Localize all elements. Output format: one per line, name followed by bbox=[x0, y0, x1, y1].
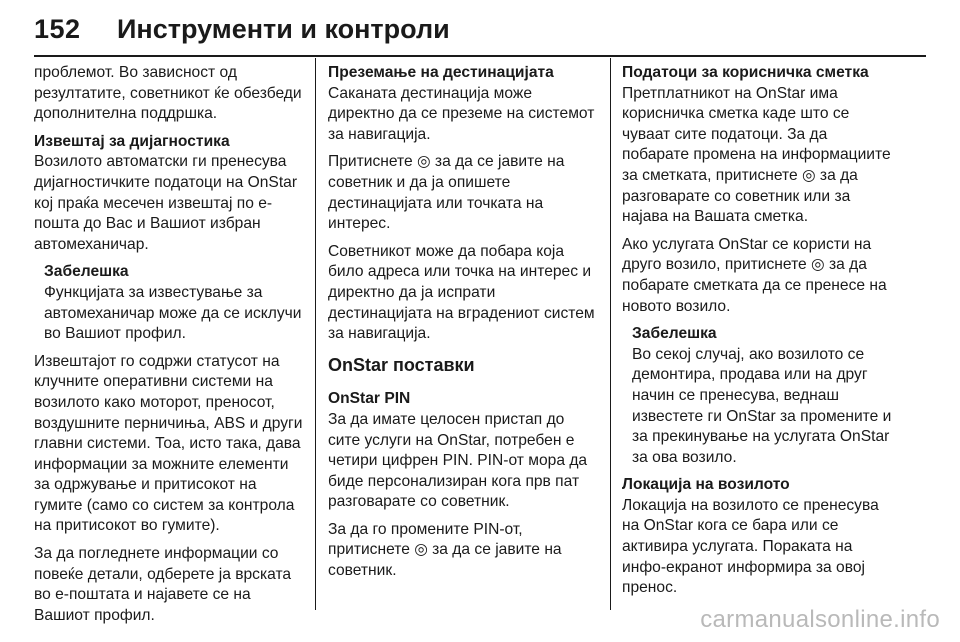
column-middle bbox=[328, 63, 598, 589]
heading-vehicle-location: Локација на возилото bbox=[622, 476, 790, 494]
paragraph-advisor: Советникот може да побара која било адреса или точка на интерес и директно да ја испрати дестинацијата на вградениот систем за навигација. bbox=[328, 242, 595, 343]
note-text: Во секој случај, ако возилото се демонтира, продава или на друг начин се пренесува, веднаш известете ги OnStar за промените и за прекинување на услугата OnStar за ова возило. bbox=[632, 345, 892, 466]
section-title-onstar-settings: OnStar поставки bbox=[328, 354, 475, 375]
paragraph-other-vehicle: Ако услугата OnStar се користи на друго возило, притиснете ◎ за да побарате сметката да се пренесе на новото возило. bbox=[622, 235, 887, 315]
column-divider-right bbox=[610, 58, 611, 610]
paragraph-location: Локација на возилото се пренесува на OnStar кога се бара или се активира услугата. Пораката на инфо-екранот информира за овој пренос. bbox=[622, 496, 879, 597]
paragraph-diagnostics: Возилото автоматски ги пренесува дијагностичките податоци на OnStar кој праќа месечен извештај по е-пошта до Вас и Вашиот избран автомеханичар. bbox=[34, 153, 298, 253]
heading-diagnostics-report: Извештај за дијагностика bbox=[34, 132, 230, 150]
heading-onstar-pin: OnStar PIN bbox=[328, 390, 411, 408]
heading-account-data: Податоци за корисничка сметка bbox=[622, 64, 869, 81]
heading-destination-download: Преземање на дестинацијата bbox=[328, 64, 554, 81]
page-number: 152 bbox=[34, 14, 81, 44]
paragraph-report-contents: Извештајот го содржи статусот на клучните оперативни системи на возилото како моторот, преносот, воздушните перничиња, ABS и други главни системи. Тоа, исто така, дава информации за можните елементи за одржување и притисокот на гумите (само со систем за контрола на притисокот во гумите). bbox=[34, 352, 303, 535]
paragraph-continuation: проблемот. Во зависност од резултатите, советникот ќе обезбеди дополнителна поддршка. bbox=[34, 64, 302, 123]
note-text: Функцијата за известување за автомеханичар може да се исклучи во Вашиот профил. bbox=[44, 283, 302, 343]
paragraph-pin: За да имате целосен пристап до сите услуги на OnStar, потребен е четири цифрен PIN. PIN-от мора да биде персонализиран кога прв пат разговарате со советник. bbox=[328, 410, 588, 511]
column-right bbox=[622, 63, 894, 606]
paragraph-change-pin: За да го промените PIN-от, притиснете ◎ за да се јавите на советник. bbox=[328, 520, 562, 580]
paragraph-destination: Саканата дестинација може директно да се преземе на системот за навигација. bbox=[328, 84, 595, 143]
column-divider-left bbox=[315, 58, 316, 610]
paragraph-more-details: За да погледнете информации со повеќе детали, одберете ја врската во е-поштата и најавете се на Вашиот профил. bbox=[34, 545, 292, 624]
note-title: Забелешка bbox=[44, 263, 129, 281]
paragraph-account: Претплатникот на OnStar има корисничка сметка каде што се чуваат сите податоци. За да побарате промена на информациите за сметката, притиснете ◎ за да разговарате со советник или за најава на Вашата сметка. bbox=[622, 84, 891, 226]
note-title: Забелешка bbox=[632, 325, 717, 343]
column-left bbox=[34, 63, 304, 633]
page-title: Инструменти и контроли bbox=[117, 14, 450, 44]
paragraph-press-call: Притиснете ◎ за да се јавите на советник и да ја опишете дестинацијата или точката на интерес. bbox=[328, 153, 565, 233]
note-box bbox=[44, 262, 304, 344]
watermark-text: carmanualsonline.info bbox=[700, 606, 940, 633]
page-header bbox=[0, 0, 960, 58]
header-divider bbox=[34, 55, 926, 57]
note-box bbox=[632, 324, 894, 468]
